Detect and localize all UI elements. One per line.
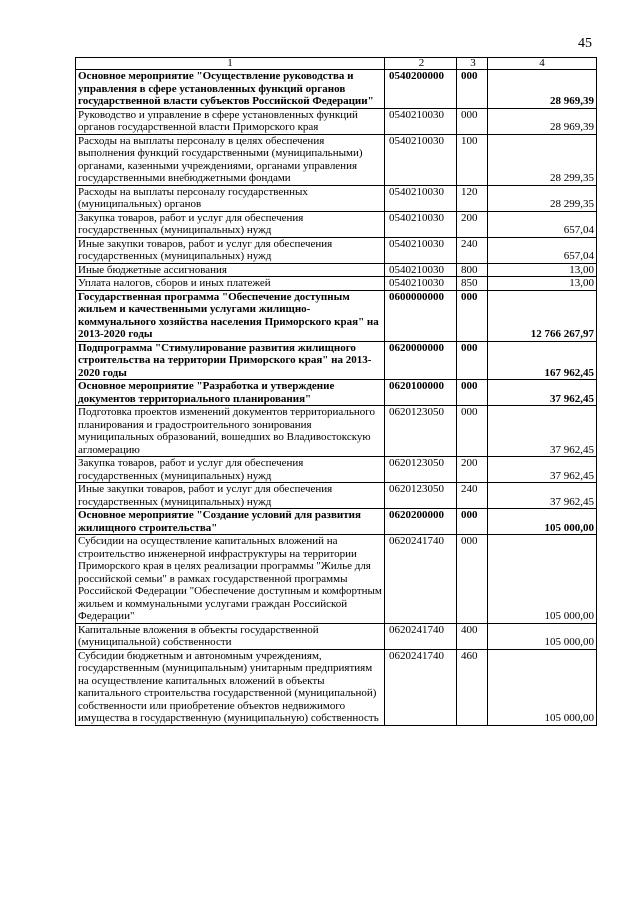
row-name: Расходы на выплаты персоналу в целях обеспечения выполнения функций государственными (муниципальными) органами, казенными учреждениями, органами управления государственными внебюджетными фондами [76, 134, 385, 185]
row-name: Подпрограмма "Стимулирование развития жилищного строительства на территории Приморского края" на 2013-2020 годы [76, 341, 385, 380]
row-sum: 28 299,35 [488, 134, 597, 185]
row-sum: 657,04 [488, 211, 597, 237]
row-name: Расходы на выплаты персоналу государственных (муниципальных) органов [76, 185, 385, 211]
table-row [76, 623, 597, 649]
row-code: 0620241740 [385, 623, 457, 649]
row-sum: 37 962,45 [488, 483, 597, 509]
row-sum: 13,00 [488, 277, 597, 291]
table-row [76, 211, 597, 237]
row-code: 0540210030 [385, 108, 457, 134]
row-sum: 37 962,45 [488, 457, 597, 483]
table-row [76, 457, 597, 483]
row-code: 0620123050 [385, 406, 457, 457]
row-sum: 28 299,35 [488, 185, 597, 211]
table-row [76, 134, 597, 185]
table-row [76, 237, 597, 263]
row-name: Субсидии на осуществление капитальных вложений на строительство инженерной инфраструктуры на территории Приморского края в целях реализации программы "Жилье для российской семьи" в рамках государственной программы Российской Федерации "Обеспечение доступным и комфортным жильем и коммунальными услугами граждан Российской Федерации" [76, 535, 385, 624]
row-sum: 105 000,00 [488, 509, 597, 535]
row-name: Иные закупки товаров, работ и услуг для обеспечения государственных (муниципальных) нужд [76, 237, 385, 263]
page-number: 45 [578, 36, 592, 51]
row-name: Закупка товаров, работ и услуг для обеспечения государственных (муниципальных) нужд [76, 211, 385, 237]
row-code: 0600000000 [385, 290, 457, 341]
row-name: Иные бюджетные ассигнования [76, 263, 385, 277]
row-sum: 13,00 [488, 263, 597, 277]
row-type: 000 [457, 535, 488, 624]
row-type: 000 [457, 70, 488, 109]
row-name: Руководство и управление в сфере установленных функций органов государственной власти Приморского края [76, 108, 385, 134]
row-type: 000 [457, 341, 488, 380]
row-type: 460 [457, 649, 488, 725]
table-row [76, 290, 597, 341]
table-row [76, 341, 597, 380]
table-row [76, 277, 597, 291]
row-type: 200 [457, 457, 488, 483]
table-row [76, 185, 597, 211]
row-sum: 28 969,39 [488, 108, 597, 134]
row-code: 0540210030 [385, 263, 457, 277]
table-row [76, 406, 597, 457]
row-type: 000 [457, 108, 488, 134]
row-code: 0620123050 [385, 483, 457, 509]
row-name: Закупка товаров, работ и услуг для обеспечения государственных (муниципальных) нужд [76, 457, 385, 483]
row-code: 0620241740 [385, 649, 457, 725]
table-header-row [76, 58, 597, 70]
row-name: Основное мероприятие "Создание условий для развития жилищного строительства" [76, 509, 385, 535]
table-row [76, 380, 597, 406]
row-code: 0620100000 [385, 380, 457, 406]
row-type: 100 [457, 134, 488, 185]
row-code: 0620200000 [385, 509, 457, 535]
table-row [76, 108, 597, 134]
row-type: 000 [457, 509, 488, 535]
row-name: Капитальные вложения в объекты государственной (муниципальной) собственности [76, 623, 385, 649]
row-type: 400 [457, 623, 488, 649]
row-sum: 37 962,45 [488, 406, 597, 457]
row-code: 0540210030 [385, 185, 457, 211]
header-col-3: 3 [457, 58, 488, 70]
row-sum: 28 969,39 [488, 70, 597, 109]
row-name: Подготовка проектов изменений документов территориального планирования и градостроительного зонирования муниципальных образований, вошедших во Владивостокскую агломерацию [76, 406, 385, 457]
row-type: 800 [457, 263, 488, 277]
header-col-2: 2 [385, 58, 457, 70]
row-type: 000 [457, 406, 488, 457]
row-sum: 105 000,00 [488, 535, 597, 624]
row-name: Субсидии бюджетным и автономным учреждениям, государственным (муниципальным) унитарным предприятиям на осуществление капитальных вложений в объекты капитального строительства государственной (муниципальной) собственности или приобретение объектов недвижимого имущества в государственную (муниципальную) собственность [76, 649, 385, 725]
row-type: 240 [457, 483, 488, 509]
table-row [76, 263, 597, 277]
row-code: 0540210030 [385, 277, 457, 291]
row-sum: 37 962,45 [488, 380, 597, 406]
header-col-4: 4 [488, 58, 597, 70]
row-code: 0540210030 [385, 134, 457, 185]
row-code: 0540210030 [385, 237, 457, 263]
row-name: Государственная программа "Обеспечение доступным жильем и качественными услугами жилищно-коммунального хозяйства населения Приморского края" на 2013-2020 годы [76, 290, 385, 341]
row-sum: 105 000,00 [488, 649, 597, 725]
row-code: 0540200000 [385, 70, 457, 109]
row-sum: 105 000,00 [488, 623, 597, 649]
row-name: Основное мероприятие "Осуществление руководства и управления в сфере установленных функций органов государственной власти субъектов Российской Федерации" [76, 70, 385, 109]
row-sum: 12 766 267,97 [488, 290, 597, 341]
row-code: 0620241740 [385, 535, 457, 624]
row-name: Основное мероприятие "Разработка и утверждение документов территориального планирования" [76, 380, 385, 406]
row-code: 0620123050 [385, 457, 457, 483]
table-row [76, 649, 597, 725]
row-name: Уплата налогов, сборов и иных платежей [76, 277, 385, 291]
row-name: Иные закупки товаров, работ и услуг для обеспечения государственных (муниципальных) нужд [76, 483, 385, 509]
row-type: 120 [457, 185, 488, 211]
row-type: 000 [457, 380, 488, 406]
header-col-1: 1 [76, 58, 385, 70]
row-type: 240 [457, 237, 488, 263]
table-row [76, 70, 597, 109]
row-code: 0540210030 [385, 211, 457, 237]
row-code: 0620000000 [385, 341, 457, 380]
budget-table [75, 57, 597, 726]
table-row [76, 535, 597, 624]
row-type: 850 [457, 277, 488, 291]
table-row [76, 509, 597, 535]
row-sum: 657,04 [488, 237, 597, 263]
table-row [76, 483, 597, 509]
row-sum: 167 962,45 [488, 341, 597, 380]
row-type: 000 [457, 290, 488, 341]
row-type: 200 [457, 211, 488, 237]
